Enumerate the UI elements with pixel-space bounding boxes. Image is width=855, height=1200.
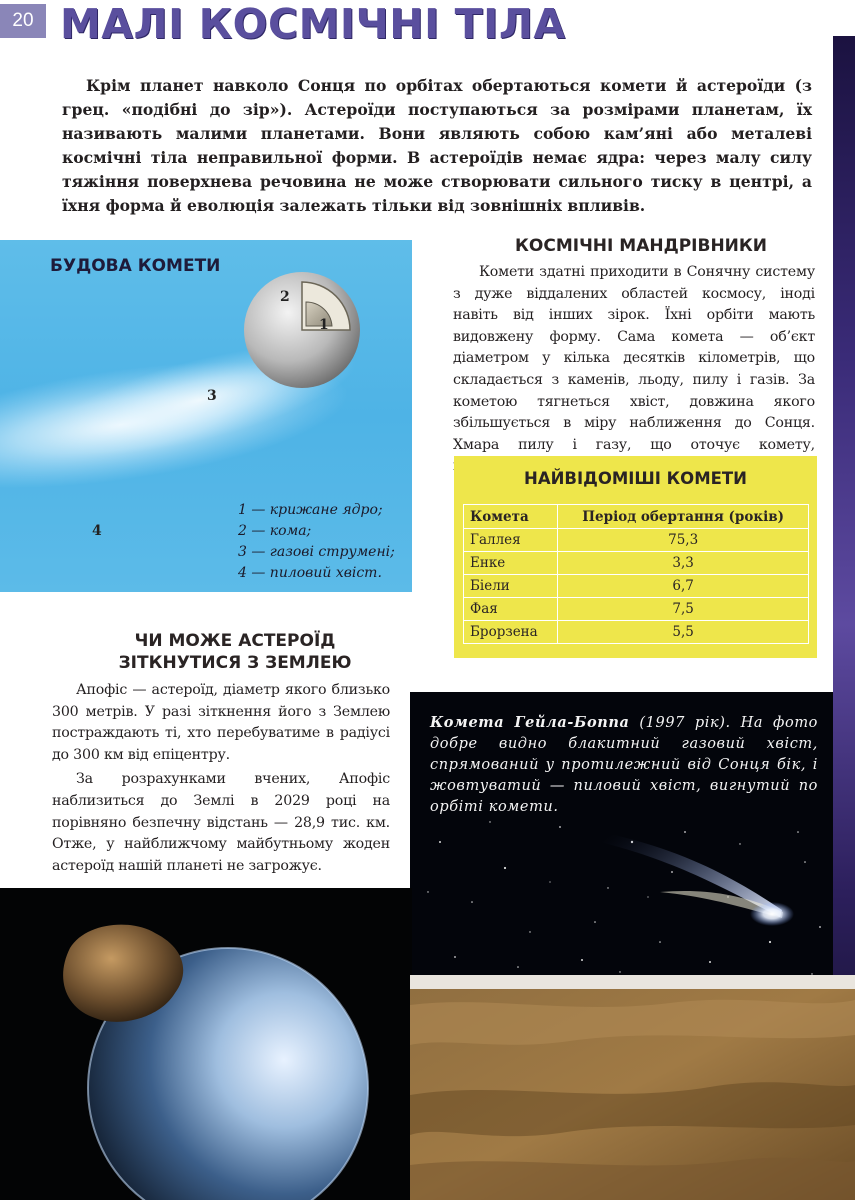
asteroid-collision-text — [52, 680, 390, 877]
space-image-strip — [833, 36, 855, 1106]
intro-paragraph: Крім планет навколо Сонця по орбітах обертаються комети й астероїди (з грец. «подібні до зір»). Астероїди поступаються за розмірами планетам, їх називають малими планетами. Вони являють собою кам’яні або металеві космічні тіла неправильної форми. В астероїдів немає ядра: через малу силу тяжіння поверхнева речовина не може створювати сильного тиску в центрі, а їхня форма й еволюція залежать тільки від зовнішніх впливів. — [62, 76, 812, 215]
heading-line: ЧИ МОЖЕ АСТЕРОЇД — [134, 631, 336, 651]
comet-name-cell: Брорзена — [464, 621, 558, 644]
table-row — [464, 575, 809, 598]
label-1: 1 — [319, 317, 329, 333]
asteroid-collision-heading — [40, 630, 430, 674]
label-2: 2 — [280, 289, 290, 305]
column-header-period: Період обертання (років) — [558, 505, 809, 529]
table-row — [464, 529, 809, 552]
caption-title: Комета Гейла-Боппа — [430, 714, 630, 731]
legend-item: 1 — крижане ядро; — [238, 502, 383, 518]
legend-item: 2 — кома; — [238, 523, 312, 539]
desert-crater-photo — [410, 975, 855, 1200]
period-cell: 75,3 — [558, 529, 809, 552]
legend-item: 4 — пиловий хвіст. — [238, 565, 382, 581]
period-cell: 3,3 — [558, 552, 809, 575]
legend-item: 3 — газові струмені; — [238, 544, 395, 560]
page-title: МАЛІ КОСМІЧНІ ТІЛА — [60, 0, 566, 48]
crater-landscape-image — [410, 975, 855, 1200]
table-row — [464, 598, 809, 621]
comet-legend — [238, 500, 395, 584]
table-row — [464, 621, 809, 644]
famous-comets-heading: НАЙВІДОМІШІ КОМЕТИ — [524, 469, 747, 488]
comet-name-cell: Енке — [464, 552, 558, 575]
asteroid-approaching-earth-image — [0, 888, 412, 1200]
table-row — [464, 552, 809, 575]
famous-comets-table — [463, 504, 809, 644]
comet-head — [750, 902, 794, 926]
comet-structure-heading: БУДОВА КОМЕТИ — [50, 256, 221, 276]
period-cell: 5,5 — [558, 621, 809, 644]
column-header-comet: Комета — [464, 505, 558, 529]
comet-name-cell: Біели — [464, 575, 558, 598]
table-header-row — [464, 505, 809, 529]
heading-line: ЗІТКНУТИСЯ З ЗЕМЛЕЮ — [118, 653, 352, 673]
label-4: 4 — [92, 523, 102, 539]
period-cell: 6,7 — [558, 575, 809, 598]
page-number: 20 — [0, 4, 46, 38]
paragraph: За розрахунками вчених, Апофіс наблизиться до Землі в 2029 році на порівняно безпечну відстань — 28,9 тис. км. Отже, у найближчому майбутньому жоден астероїд нашій планеті не загрожує. — [52, 771, 390, 874]
comet-name-cell: Фая — [464, 598, 558, 621]
paragraph: Апофіс — астероїд, діаметр якого близько 300 метрів. У разі зіткнення його з Землею постраждають ті, хто перебуватиме в радіусі до 300 км від епіцентру. — [52, 682, 390, 763]
famous-comets-box — [454, 456, 817, 658]
caption-text: (1997 рік). На фото добре видно блакитний газовий хвіст, спрямований у протилежний від Сонця бік, і жовтуватий — пиловий хвіст, вигнутий по орбіті комети. — [430, 715, 819, 815]
label-3: 3 — [207, 388, 217, 404]
asteroid-earth-photo — [0, 888, 412, 1200]
space-wanderers-heading: КОСМІЧНІ МАНДРІВНИКИ — [515, 236, 768, 256]
space-wanderers-text: Комети здатні приходити в Сонячну систему з дуже віддалених областей космосу, іноді навіть від інших зірок. Їхні орбіти мають видовжену форму. Сама комета — об’єкт діаметром у кілька десятків кілометрів, що складається з каменів, льоду, пилу і газів. За кометою тягнеться хвіст, довжина якого збільшується в міру наближення до Сонця. Хмара пилу і газу, що оточує комету, — [453, 264, 815, 453]
period-cell: 7,5 — [558, 598, 809, 621]
hale-bopp-caption — [430, 712, 818, 818]
comet-name-cell: Галлея — [464, 529, 558, 552]
